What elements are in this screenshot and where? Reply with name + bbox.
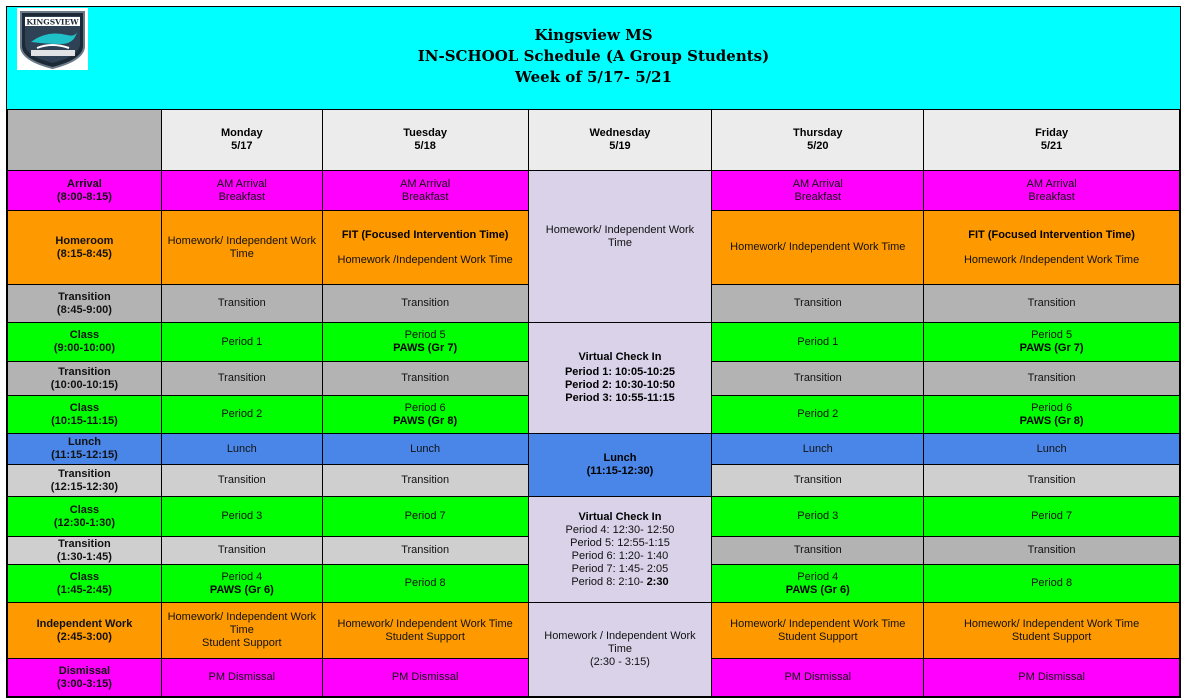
cell-fri-transition: Transition (924, 537, 1180, 565)
cell-mon-independent: Homework/ Independent Work Time Student Support (161, 603, 322, 659)
cell-mon-period3: Period 3 (161, 497, 322, 537)
corner-cell (8, 110, 162, 171)
title-block (7, 25, 1180, 88)
cell-fri-homeroom: FIT (Focused Intervention Time) Homework /Independent Work Time (924, 211, 1180, 285)
cell-fri-arrival: AM Arrival Breakfast (924, 171, 1180, 211)
row-independent-work (8, 603, 1180, 659)
cell-tue-homeroom: FIT (Focused Intervention Time) Homework /Independent Work Time (322, 211, 528, 285)
day-header-friday: Friday 5/21 (924, 110, 1180, 171)
cell-thu-period2: Period 2 (712, 396, 924, 434)
cell-fri-period6: Period 6 PAWS (Gr 8) (924, 396, 1180, 434)
cell-tue-transition: Transition (322, 465, 528, 497)
cell-tue-dismissal: PM Dismissal (322, 659, 528, 697)
cell-thu-arrival: AM Arrival Breakfast (712, 171, 924, 211)
cell-thu-period3: Period 3 (712, 497, 924, 537)
cell-tue-transition: Transition (322, 362, 528, 396)
cell-mon-dismissal: PM Dismissal (161, 659, 322, 697)
cell-mon-homeroom: Homework/ Independent Work Time (161, 211, 322, 285)
cell-thu-dismissal: PM Dismissal (712, 659, 924, 697)
day-header-monday: Monday 5/17 (161, 110, 322, 171)
row-arrival (8, 171, 1180, 211)
cell-tue-period5: Period 5 PAWS (Gr 7) (322, 323, 528, 362)
cell-tue-period6: Period 6 PAWS (Gr 8) (322, 396, 528, 434)
row-class-3 (8, 497, 1180, 537)
row-label-independent-work: Independent Work (2:45-3:00) (8, 603, 162, 659)
cell-thu-lunch: Lunch (712, 434, 924, 465)
row-label-class: Class (12:30-1:30) (8, 497, 162, 537)
cell-tue-arrival: AM Arrival Breakfast (322, 171, 528, 211)
row-label-transition: Transition (8:45-9:00) (8, 285, 162, 323)
row-class-1 (8, 323, 1180, 362)
cell-mon-period2: Period 2 (161, 396, 322, 434)
row-label-dismissal: Dismissal (3:00-3:15) (8, 659, 162, 697)
header-row (8, 110, 1180, 171)
row-label-homeroom: Homeroom (8:15-8:45) (8, 211, 162, 285)
row-label-class: Class (1:45-2:45) (8, 565, 162, 603)
cell-fri-period5: Period 5 PAWS (Gr 7) (924, 323, 1180, 362)
week-label: Week of 5/17- 5/21 (514, 68, 673, 86)
row-label-class: Class (9:00-10:00) (8, 323, 162, 362)
cell-tue-period8: Period 8 (322, 565, 528, 603)
cell-wed-afternoon-homework: Homework / Independent Work Time (2:30 - 3:15) (528, 603, 712, 697)
cell-tue-lunch: Lunch (322, 434, 528, 465)
cell-thu-independent: Homework/ Independent Work Time Student Support (712, 603, 924, 659)
cell-wed-morning-homework: Homework/ Independent Work Time (528, 171, 712, 323)
cell-wed-virtual-checkin-2: Virtual Check In Period 4: 12:30- 12:50 Period 5: 12:55-1:15 Period 6: 1:20- 1:40 Period 7: 1:45- 2:05 Period 8: 2:10- 2:30 (528, 497, 712, 603)
school-name: Kingsview MS (534, 26, 653, 44)
svg-text:KINGSVIEW: KINGSVIEW (26, 17, 79, 27)
title-banner (7, 7, 1180, 110)
row-label-transition: Transition (10:00-10:15) (8, 362, 162, 396)
cell-mon-period1: Period 1 (161, 323, 322, 362)
day-header-thursday: Thursday 5/20 (712, 110, 924, 171)
cell-tue-transition: Transition (322, 285, 528, 323)
schedule-table (7, 109, 1180, 697)
cell-fri-dismissal: PM Dismissal (924, 659, 1180, 697)
cell-fri-period8: Period 8 (924, 565, 1180, 603)
cell-thu-transition: Transition (712, 465, 924, 497)
cell-fri-transition: Transition (924, 285, 1180, 323)
row-label-class: Class (10:15-11:15) (8, 396, 162, 434)
cell-mon-lunch: Lunch (161, 434, 322, 465)
cell-mon-transition: Transition (161, 465, 322, 497)
day-header-tuesday: Tuesday 5/18 (322, 110, 528, 171)
fit-label: FIT (Focused Intervention Time) (968, 228, 1135, 241)
cell-mon-period4: Period 4 PAWS (Gr 6) (161, 565, 322, 603)
cell-thu-transition: Transition (712, 285, 924, 323)
cell-thu-period4: Period 4 PAWS (Gr 6) (712, 565, 924, 603)
schedule-title: IN-SCHOOL Schedule (A Group Students) (417, 47, 770, 65)
cell-fri-lunch: Lunch (924, 434, 1180, 465)
fit-label: FIT (Focused Intervention Time) (341, 228, 509, 241)
cell-fri-transition: Transition (924, 465, 1180, 497)
cell-mon-transition: Transition (161, 537, 322, 565)
cell-thu-transition: Transition (712, 362, 924, 396)
cell-tue-independent: Homework/ Independent Work Time Student Support (322, 603, 528, 659)
row-label-arrival: Arrival (8:00-8:15) (8, 171, 162, 211)
cell-wed-virtual-checkin-1: Virtual Check In Period 1: 10:05-10:25 Period 2: 10:30-10:50 Period 3: 10:55-11:15 (528, 323, 712, 434)
cell-tue-period7: Period 7 (322, 497, 528, 537)
cell-thu-transition: Transition (712, 537, 924, 565)
cell-thu-period1: Period 1 (712, 323, 924, 362)
cell-fri-transition: Transition (924, 362, 1180, 396)
cell-fri-period7: Period 7 (924, 497, 1180, 537)
row-label-transition: Transition (1:30-1:45) (8, 537, 162, 565)
row-lunch (8, 434, 1180, 465)
cell-thu-homeroom: Homework/ Independent Work Time (712, 211, 924, 285)
cell-mon-transition: Transition (161, 285, 322, 323)
cell-mon-transition: Transition (161, 362, 322, 396)
cell-tue-transition: Transition (322, 537, 528, 565)
cell-wed-lunch: Lunch (11:15-12:30) (528, 434, 712, 497)
cell-fri-independent: Homework/ Independent Work Time Student Support (924, 603, 1180, 659)
day-header-wednesday: Wednesday 5/19 (528, 110, 712, 171)
cell-mon-arrival: AM Arrival Breakfast (161, 171, 322, 211)
row-label-lunch: Lunch (11:15-12:15) (8, 434, 162, 465)
row-label-transition: Transition (12:15-12:30) (8, 465, 162, 497)
schedule-sheet (6, 6, 1181, 698)
